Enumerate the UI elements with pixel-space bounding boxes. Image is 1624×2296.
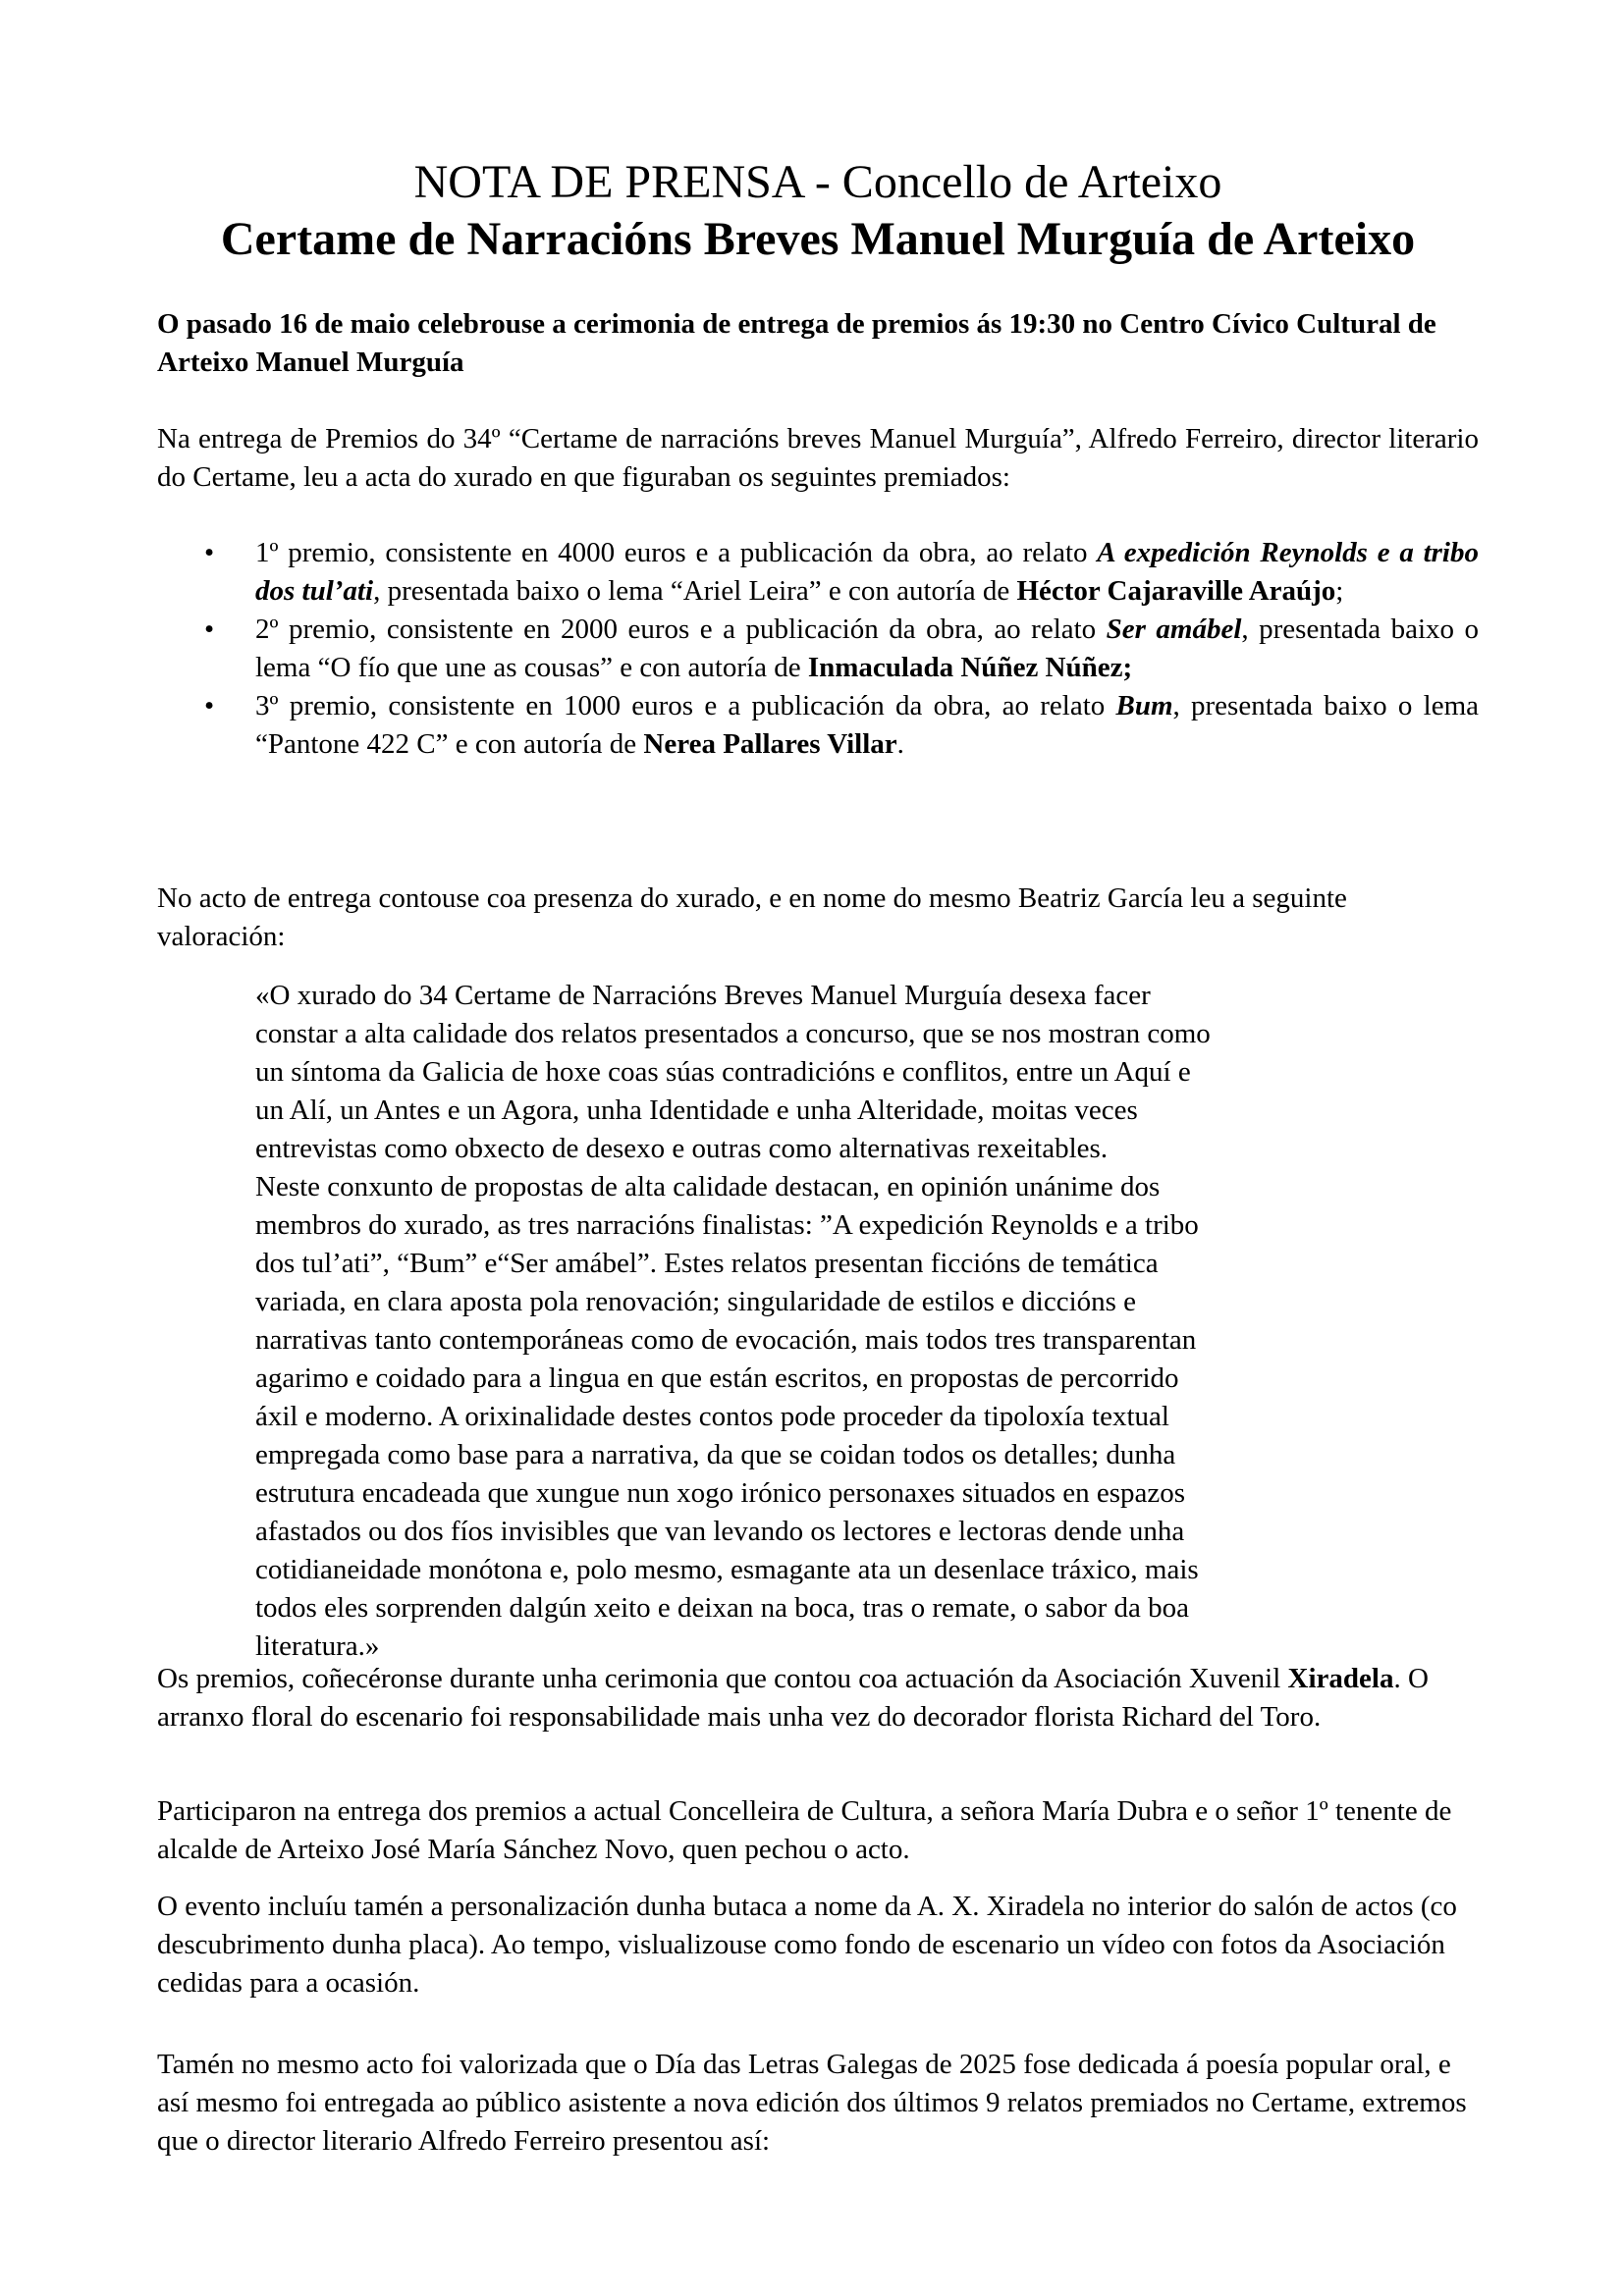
work-title: Bum: [1115, 690, 1173, 721]
quote-line: narrativas tanto contemporáneas como de evocación, mais todos tres transparentan: [255, 1324, 1197, 1356]
quote-line: un síntoma da Galicia de hoxe coas súas contradicións e conflitos, entre un Aquí e: [255, 1056, 1191, 1088]
quote-line: membros do xurado, as tres narracións finalistas: ”A expedición Reynolds e a tribo: [255, 1209, 1199, 1241]
list-item: [157, 687, 1479, 764]
author-name: Nerea Pallares Villar: [643, 728, 897, 760]
intro-paragraph: Na entrega de Premios do 34º “Certame de narracións breves Manuel Murguía”, Alfredo Ferreiro, director literario do Certame, leu a acta do xurado en que figuraban os seguintes premiados:: [157, 423, 1479, 493]
quote-line: dos tul’ati”, “Bum” e“Ser amábel”. Estes relatos presentan ficcións de temática: [255, 1248, 1159, 1279]
prize-text: , presentada baixo o lema “Ariel Leira” e con autoría de: [373, 575, 1017, 607]
quote-line: literatura.»: [255, 1630, 380, 1662]
prize-text: 1º premio, consistente en 4000 euros e a publicación da obra, ao relato: [255, 537, 1098, 568]
quote-line: empregada como base para a narrativa, da que se coidan todos os detalles; dunha: [255, 1439, 1176, 1470]
prize-text: , presentada baixo o lema “Pantone 422 C” e con autoría de: [255, 690, 1479, 760]
bullet-icon: •: [204, 614, 215, 645]
quote-line: agarimo e coidado para a lingua en que están escritos, en propostas de percorrido: [255, 1362, 1179, 1394]
quote-line: Neste conxunto de propostas de alta calidade destacan, en opinión unánime dos: [255, 1171, 1161, 1202]
ceremony-paragraph: [157, 1660, 1479, 1736]
ceremony-text: . O arranxo floral do escenario foi responsabilidade mais unha vez do decorador florista Richard del Toro.: [157, 1663, 1429, 1733]
quote-line: variada, en clara aposta pola renovación; singularidade de estilos e diccións e: [255, 1286, 1137, 1317]
bullet-icon: •: [204, 537, 215, 568]
quote-line: afastados ou dos fíos invisibles que van levando os lectores e lectoras dende unha: [255, 1516, 1185, 1547]
list-item: [157, 534, 1479, 611]
title-line-1: NOTA DE PRENSA - Concello de Arteixo: [413, 156, 1222, 208]
quote-line: estrutura encadeada que xungue nun xogo irónico personaxes situados en espazos: [255, 1477, 1186, 1509]
bullet-icon: •: [204, 690, 215, 721]
prize-text: 2º premio, consistente en 2000 euros e a publicación da obra, ao relato: [255, 614, 1107, 645]
quote-line: entrevistas como obxecto de desexo e outras como alternativas rexeitables.: [255, 1133, 1109, 1164]
jury-paragraph: No acto de entrega contouse coa presenza do xurado, e en nome do mesmo Beatriz García leu a seguinte valoración:: [157, 882, 1347, 952]
association-name: Xiradela: [1287, 1663, 1394, 1694]
prize-text: 3º premio, consistente en 1000 euros e a publicación da obra, ao relato: [255, 690, 1116, 721]
prize-text: , presentada baixo o lema “O fío que une as cousas” e con autoría de: [255, 614, 1479, 683]
jury-quote: [255, 977, 1532, 1666]
author-name: Héctor Cajaraville Araújo: [1016, 575, 1336, 607]
quote-line: todos eles sorprenden dalgún xeito e deixan na boca, tras o remate, o sabor da boa: [255, 1592, 1190, 1624]
quote-line: un Alí, un Antes e un Agora, unha Identidade e unha Alteridade, moitas veces: [255, 1095, 1138, 1126]
prize-text: ;: [1335, 575, 1344, 607]
quote-line: constar a alta calidade dos relatos presentados a concurso, que se nos mostran como: [255, 1018, 1211, 1049]
quote-line: «O xurado do 34 Certame de Narracións Breves Manuel Murguía desexa facer: [255, 980, 1151, 1011]
letras-paragraph: Tamén no mesmo acto foi valorizada que o Día das Letras Galegas de 2025 fose dedicada á poesía popular oral, e así mesmo foi entregada ao público asistente a nova edición dos últimos 9 relatos premiados no Certame, extremos que o director literario Alfredo Ferreiro presentou así:: [157, 2049, 1467, 2157]
prize-list: [157, 534, 1479, 764]
work-title: A expedición Reynolds e a tribo dos tul’ati: [255, 537, 1479, 607]
work-title: Ser amábel: [1106, 614, 1242, 645]
prize-text: .: [896, 728, 904, 760]
lead-paragraph: O pasado 16 de maio celebrouse a cerimonia de entrega de premios ás 19:30 no Centro Cívico Cultural de Arteixo Manuel Murguía: [157, 308, 1436, 378]
quote-line: cotidianeidade monótona e, polo mesmo, esmagante ata un desenlace tráxico, mais: [255, 1554, 1199, 1585]
title-line-2: Certame de Narracións Breves Manuel Murguía de Arteixo: [220, 213, 1416, 265]
author-name: Inmaculada Núñez Núñez;: [807, 652, 1133, 683]
ceremony-text: Os premios, coñecéronse durante unha cerimonia que contou coa actuación da Asociación Xuvenil: [157, 1663, 1288, 1694]
list-item: [157, 611, 1479, 687]
participants-paragraph: Participaron na entrega dos premios a actual Concelleira de Cultura, a señora María Dubra e o señor 1º tenente de alcalde de Arteixo José María Sánchez Novo, quen pechou o acto.: [157, 1795, 1452, 1865]
event-paragraph: O evento incluíu tamén a personalización dunha butaca a nome da A. X. Xiradela no interior do salón de actos (co descubrimento dunha placa). Ao tempo, vislualizouse como fondo de escenario un vídeo con fotos da Asociación cedidas para a ocasión.: [157, 1891, 1457, 1999]
quote-line: áxil e moderno. A orixinalidade destes contos pode proceder da tipoloxía textual: [255, 1401, 1169, 1432]
